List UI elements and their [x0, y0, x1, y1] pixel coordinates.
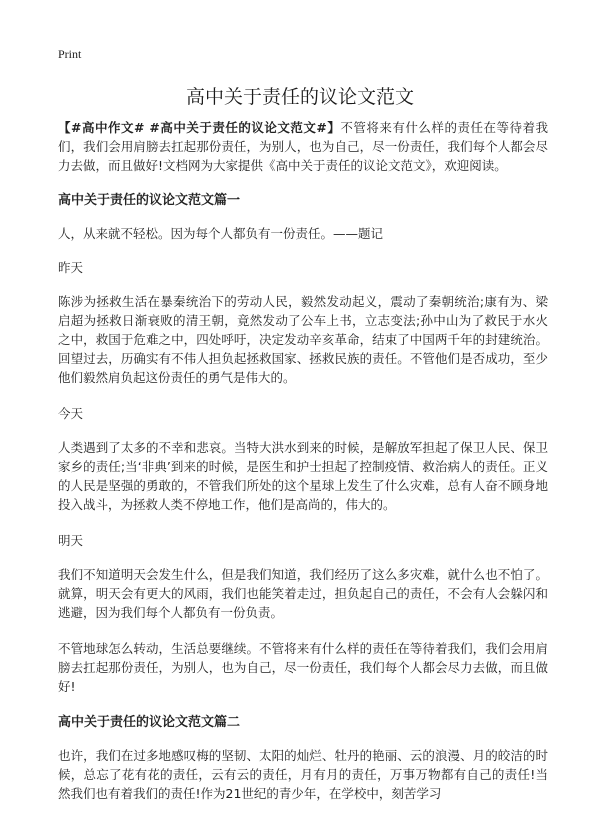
section-2-paragraph-1: 也许，我们在过多地感叹梅的坚韧、太阳的灿烂、牡丹的艳丽、云的浪漫、月的皎洁的时候，总忘了花有花的责任，云有云的责任，月有月的责任，万事万物都有自己的责任!当然我们也有着我们的责任!作为21世纪的青少年，在学校中，刻苦学习: [58, 748, 548, 801]
section-2-heading: 高中关于责任的议论文范文篇二: [58, 715, 241, 730]
paragraph-today: 人类遇到了太多的不幸和悲哀。当特大洪水到来的时候，是解放军担起了保卫人民、保卫家乡的责任;当‘非典’到来的时候，是医生和护士担起了控制疫情、救治病人的责任。正义的人民是坚强的勇敢的，不管我们所处的这个星球上发生了什么灾难，总有人奋不顾身地投入战斗，为拯救人类不停地工作，他们是高尚的，伟大的。: [58, 440, 548, 512]
article-body: [58, 118, 548, 820]
intro-text: 不管将来有什么样的责任在等待着我们，我们会用肩膀去扛起那份责任，为别人，也为自己，尽一份责任，我们每个人都会尽力去做，而且做好!文档网为大家提供《高中关于责任的议论文范文》，欢迎阅读。: [58, 120, 548, 173]
intro-tag: 【#高中作文# #高中关于责任的议论文范文#】: [58, 120, 341, 135]
print-link[interactable]: Print: [58, 47, 82, 61]
page-title: 高中关于责任的议论文范文: [185, 86, 414, 108]
label-tomorrow: 明天: [58, 533, 84, 548]
section-1-heading: 高中关于责任的议论文范文篇一: [58, 193, 241, 208]
label-today: 今天: [58, 406, 84, 421]
paragraph-closing: 不管地球怎么转动，生活总要继续。不管将来有什么样的责任在等待着我们，我们会用肩膀去扛起那份责任，为别人，也为自己，尽一份责任，我们每个人都会尽力去做，而且做好!: [58, 641, 548, 694]
paragraph-yesterday: 陈涉为拯救生活在暴秦统治下的劳动人民，毅然发动起义，震动了秦朝统治;康有为、梁启超为拯救日渐衰败的清王朝，竟然发动了公车上书，立志变法;孙中山为了救民于水火之中，救国于危难之中，四处呼吁，决定发动辛亥革命，结束了中国两千年的封建统治。回望过去，历确实有不伟人担负起拯救国家、拯救民族的责任。不管他们是否成功，至少他们毅然肩负起这份责任的勇气是伟大的。: [58, 294, 548, 385]
label-yesterday: 昨天: [58, 260, 84, 275]
intro-paragraph: [58, 118, 548, 175]
paragraph-tomorrow: 我们不知道明天会发生什么，但是我们知道，我们经历了这么多灾难，就什么也不怕了。就算，明天会有更大的风雨，我们也能笑着走过，担负起自己的责任，不会有人会躲闪和逃避，因为我们每个人都负有一份负责。: [58, 567, 548, 620]
section-1-epigraph: 人，从来就不轻松。因为每个人都负有一份责任。——题记: [58, 226, 384, 241]
